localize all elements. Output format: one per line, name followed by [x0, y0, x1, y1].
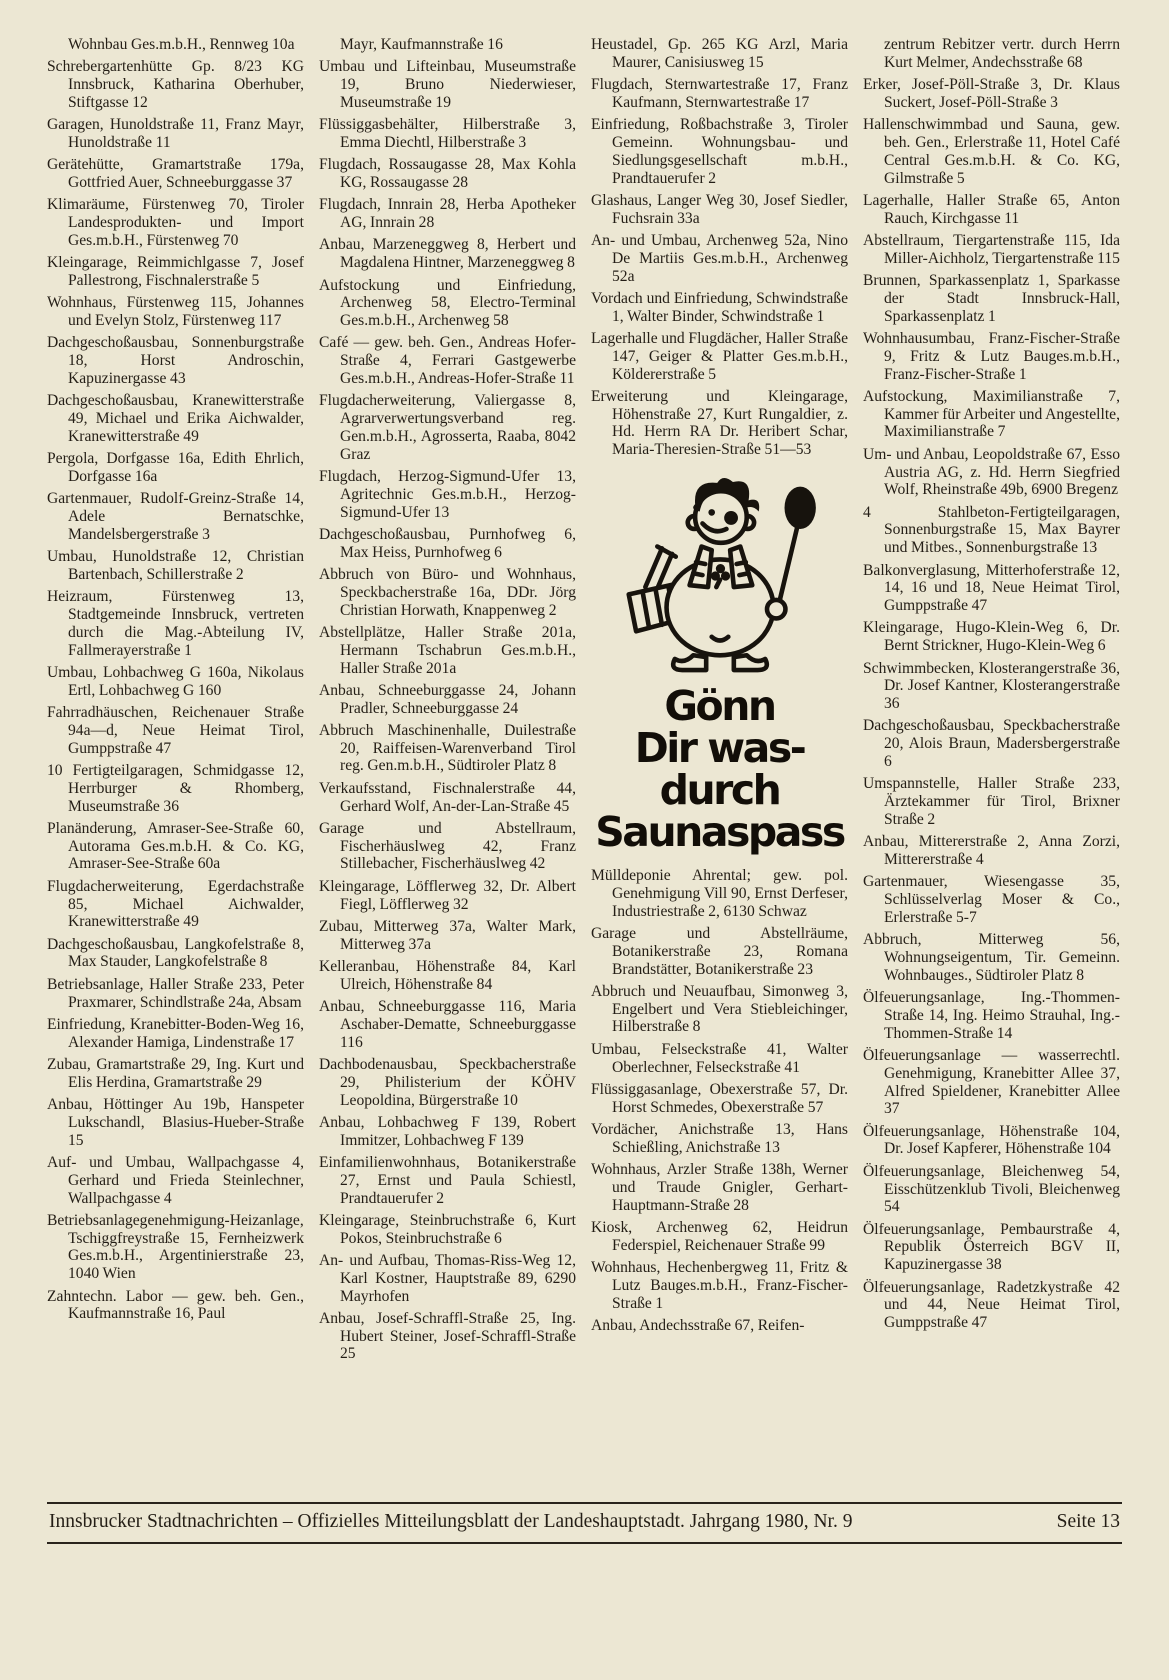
- permit-entry: Garage und Abstellräume, Botanikerstraße 23, Romana Brandstätter, Botanikerstraße 23: [591, 924, 848, 978]
- permit-entry: Abstellplätze, Haller Straße 201a, Hermann Tschabrun Ges.m.b.H., Haller Straße 201a: [319, 623, 576, 677]
- permit-entry: Dachgeschoßausbau, Sonnenburgstraße 18, Horst Androschin, Kapuzinergasse 43: [47, 334, 304, 388]
- permit-entry: Zubau, Gramartstraße 29, Ing. Kurt und Elis Herdina, Gramartstraße 29: [47, 1055, 304, 1091]
- ad-headline-line: Gönn: [664, 682, 775, 731]
- permit-entry: Flüssiggasbehälter, Hilberstraße 3, Emma Diechtl, Hilberstraße 3: [319, 116, 576, 151]
- permit-entry: Aufstockung und Einfriedung, Archenweg 58, Electro-Terminal Ges.m.b.H., Archenweg 58: [319, 276, 576, 330]
- permit-entry: Klimaräume, Fürstenweg 70, Tiroler Landesprodukten- und Import Ges.m.b.H., Fürstenweg 70: [47, 196, 304, 249]
- permit-entry: Einfriedung, Roßbachstraße 3, Tiroler Gemeinn. Wohnungsbau- und Siedlungsgesellschaft m.b.H., Prandtauerufer 2: [591, 116, 848, 187]
- permit-entry: Ölfeuerungsanlage — wasserrechtl. Genehmigung, Kranebitter Allee 37, Alfred Spieldener, Kranebitter Allee 37: [863, 1046, 1120, 1118]
- permit-listing-columns: [47, 36, 1122, 1494]
- column-3-bottom-entries: [591, 867, 848, 1335]
- permit-entry: Umspannstelle, Haller Straße 233, Ärztekammer für Tirol, Brixner Straße 2: [863, 775, 1120, 828]
- permit-entry: Lagerhalle und Flugdächer, Haller Straße 147, Geiger & Platter Ges.m.b.H., Köldererstraße 5: [591, 329, 848, 383]
- permit-entry: Wohnhaus, Arzler Straße 138h, Werner und Traude Gnigler, Gerhart-Hauptmann-Straße 28: [591, 1160, 848, 1214]
- column-2: [319, 36, 576, 1494]
- permit-entry: Fahrradhäuschen, Reichenauer Straße 94a—d, Neue Heimat Tirol, Gumppstraße 47: [47, 704, 304, 757]
- footer-publication-info: Innsbrucker Stadtnachrichten – Offizielles Mitteilungsblatt der Landeshauptstadt. Jahrgang 1980, Nr. 9: [49, 1511, 853, 1532]
- permit-entry: Brunnen, Sparkassenplatz 1, Sparkasse der Stadt Innsbruck-Hall, Sparkassenplatz 1: [863, 272, 1120, 325]
- permit-entry: Abstellraum, Tiergartenstraße 115, Ida Miller-Aichholz, Tiergartenstraße 115: [863, 231, 1120, 267]
- permit-entry: Pergola, Dorfgasse 16a, Edith Ehrlich, Dorfgasse 16a: [47, 450, 304, 486]
- permit-entry: An- und Umbau, Archenweg 52a, Nino De Martiis Ges.m.b.H., Archenweg 52a: [591, 231, 848, 285]
- permit-entry: Auf- und Umbau, Wallpachgasse 4, Gerhard und Frieda Steinlechner, Wallpachgasse 4: [47, 1153, 304, 1207]
- permit-entry: Um- und Anbau, Leopoldstraße 67, Esso Austria AG, z. Hd. Herrn Siegfried Wolf, Rheinstraße 49b, 6900 Bregenz: [863, 445, 1120, 499]
- permit-entry: Wohnhausumbau, Franz-Fischer-Straße 9, Fritz & Lutz Bauges.m.b.H., Franz-Fischer-Straße 1: [863, 329, 1120, 383]
- permit-entry: Betriebsanlage, Haller Straße 233, Peter Praxmarer, Schindlstraße 24a, Absam: [47, 975, 304, 1011]
- permit-entry: Mayr, Kaufmannstraße 16: [340, 36, 503, 53]
- permit-entry: Gartenmauer, Rudolf-Greinz-Straße 14, Adele Bernatschke, Mandelsbergerstraße 3: [47, 490, 304, 543]
- permit-entry: An- und Aufbau, Thomas-Riss-Weg 12, Karl Kostner, Hauptstraße 89, 6290 Mayrhofen: [319, 1251, 576, 1305]
- permit-entry: zentrum Rebitzer vertr. durch Herrn Kurt Melmer, Andechsstraße 68: [884, 36, 1120, 71]
- ad-headline-line: durch: [659, 766, 780, 815]
- permit-entry: Einfriedung, Kranebitter-Boden-Weg 16, Alexander Hamiga, Lindenstraße 17: [47, 1015, 304, 1051]
- permit-entry: Anbau, Schneeburggasse 116, Maria Aschaber-Dematte, Schneeburggasse 116: [319, 998, 576, 1051]
- permit-entry: Ölfeuerungsanlage, Radetzkystraße 42 und 44, Neue Heimat Tirol, Gumppstraße 47: [863, 1278, 1120, 1332]
- permit-entry: Zahntechn. Labor — gew. beh. Gen., Kaufmannstraße 16, Paul: [47, 1287, 304, 1323]
- permit-entry: Glashaus, Langer Weg 30, Josef Siedler, Fuchsrain 33a: [591, 191, 848, 227]
- column-3-top-entries: [591, 36, 848, 459]
- permit-entry: Anbau, Josef-Schraffl-Straße 25, Ing. Hubert Steiner, Josef-Schraffl-Straße 25: [319, 1309, 576, 1363]
- permit-entry: Gerätehütte, Gramartstraße 179a, Gottfried Auer, Schneeburggasse 37: [47, 156, 304, 192]
- permit-entry: Umbau, Lohbachweg G 160a, Nikolaus Ertl, Lohbachweg G 160: [47, 664, 304, 699]
- column-1: [47, 36, 304, 1494]
- permit-entry: Erker, Josef-Pöll-Straße 3, Dr. Klaus Suckert, Josef-Pöll-Straße 3: [863, 76, 1120, 111]
- permit-entry: 10 Fertigteilgaragen, Schmidgasse 12, Herrburger & Rhomberg, Museumstraße 36: [47, 761, 304, 815]
- permit-entry: Kleingarage, Steinbruchstraße 6, Kurt Pokos, Steinbruchstraße 6: [319, 1211, 576, 1247]
- permit-entry: Anbau, Marzeneggweg 8, Herbert und Magdalena Hintner, Marzeneggweg 8: [319, 236, 576, 272]
- permit-entry: Hallenschwimmbad und Sauna, gew. beh. Gen., Erlerstraße 11, Hotel Café Central Ges.m.b.H. & Co. KG, Gilmstraße 5: [863, 116, 1120, 187]
- column-4: [863, 36, 1120, 1494]
- permit-entry: Verkaufsstand, Fischnalerstraße 44, Gerhard Wolf, An-der-Lan-Straße 45: [319, 779, 576, 815]
- permit-entry: Anbau, Höttinger Au 19b, Hanspeter Lukschandl, Blasius-Hueber-Straße 15: [47, 1096, 304, 1149]
- permit-entry: Kiosk, Archenweg 62, Heidrun Federspiel, Reichenauer Straße 99: [591, 1218, 848, 1254]
- permit-entry: Kleingarage, Hugo-Klein-Weg 6, Dr. Bernt Strickner, Hugo-Klein-Weg 6: [863, 619, 1120, 655]
- permit-entry: Anbau, Andechsstraße 67, Reifen-: [591, 1316, 805, 1334]
- permit-entry: Flugdach, Herzog-Sigmund-Ufer 13, Agritechnic Ges.m.b.H., Herzog-Sigmund-Ufer 13: [319, 468, 576, 521]
- sauna-mascot-illustration: [614, 469, 826, 683]
- footer-page-number: Seite 13: [1056, 1511, 1120, 1532]
- permit-entry: Dachgeschoßausbau, Langkofelstraße 8, Max Stauder, Langkofelstraße 8: [47, 935, 304, 971]
- permit-entry: Zubau, Mitterweg 37a, Walter Mark, Mitterweg 37a: [319, 917, 576, 953]
- permit-entry: Dachbodenausbau, Speckbacherstraße 29, Philisterium der KÖHV Leopoldina, Bürgerstraße 10: [319, 1055, 576, 1109]
- permit-entry: Café — gew. beh. Gen., Andreas Hofer-Straße 4, Ferrari Gastgewerbe Ges.m.b.H., Andreas-Hofer-Straße 11: [319, 334, 576, 388]
- sauna-advertisement: [591, 469, 848, 857]
- permit-entry: Wohnbau Ges.m.b.H., Rennweg 10a: [68, 36, 295, 53]
- permit-entry: Aufstockung, Maximilianstraße 7, Kammer für Arbeiter und Angestellte, Maximilianstraße 7: [863, 387, 1120, 441]
- permit-entry: Ölfeuerungsanlage, Höhenstraße 104, Dr. Josef Kapferer, Höhenstraße 104: [863, 1122, 1120, 1158]
- permit-entry: Flüssiggasanlage, Obexerstraße 57, Dr. Horst Schmedes, Obexerstraße 57: [591, 1080, 848, 1116]
- permit-entry: Betriebsanlagegenehmigung-Heizanlage, Tschiggfreystraße 15, Fernheizwerk Ges.m.b.H., Argentinierstraße 23, 1040 Wien: [47, 1211, 304, 1283]
- permit-entry: Dachgeschoßausbau, Purnhofweg 6, Max Heiss, Purnhofweg 6: [319, 525, 576, 561]
- permit-entry: Umbau, Felseckstraße 41, Walter Oberlechner, Felseckstraße 41: [591, 1040, 848, 1076]
- permit-entry: Einfamilienwohnhaus, Botanikerstraße 27, Ernst und Paula Schiestl, Prandtauerufer 2: [319, 1153, 576, 1207]
- permit-entry: Abbruch von Büro- und Wohnhaus, Speckbacherstraße 16a, DDr. Jörg Christian Horwath, Knappenweg 2: [319, 566, 576, 619]
- permit-entry: 4 Stahlbeton-Fertigteilgaragen, Sonnenburgstraße 15, Max Bayrer und Mitbes., Sonnenburgstraße 13: [863, 503, 1120, 557]
- permit-entry: Flugdacherweiterung, Valiergasse 8, Agrarverwertungsverband reg. Gen.m.b.H., Agrosserta, Raaba, 8042 Graz: [319, 392, 576, 463]
- permit-entry: Kelleranbau, Höhenstraße 84, Karl Ulreich, Höhenstraße 84: [319, 957, 576, 993]
- permit-entry: Wohnhaus, Fürstenweg 115, Johannes und Evelyn Stolz, Fürstenweg 117: [47, 294, 304, 330]
- permit-entry: Dachgeschoßausbau, Speckbacherstraße 20, Alois Braun, Madersbergerstraße 6: [863, 717, 1120, 770]
- permit-entry: Garage und Abstellraum, Fischerhäuslweg 42, Franz Stillebacher, Fischerhäuslweg 42: [319, 819, 576, 873]
- permit-entry: Balkonverglasung, Mitterhoferstraße 12, 14, 16 und 18, Neue Heimat Tirol, Gumppstraße 47: [863, 561, 1120, 615]
- permit-entry: Flugdach, Rossaugasse 28, Max Kohla KG, Rossaugasse 28: [319, 156, 576, 192]
- permit-entry: Kleingarage, Reimmichlgasse 7, Josef Pallestrong, Fischnalerstraße 5: [47, 254, 304, 290]
- permit-entry: Vordach und Einfriedung, Schwindstraße 1, Walter Binder, Schwindstraße 1: [591, 289, 848, 325]
- column-3: [591, 36, 848, 1494]
- permit-entry: Ölfeuerungsanlage, Ing.-Thommen-Straße 14, Ing. Heimo Strauhal, Ing.-Thommen-Straße 14: [863, 989, 1120, 1042]
- permit-entry: Ölfeuerungsanlage, Bleichenweg 54, Eisschützenklub Tivoli, Bleichenweg 54: [863, 1162, 1120, 1216]
- ad-headline: [591, 682, 848, 857]
- permit-entry: Gartenmauer, Wiesengasse 35, Schlüsselverlag Moser & Co., Erlerstraße 5-7: [863, 873, 1120, 926]
- permit-entry: Wohnhaus, Hechenbergweg 11, Fritz & Lutz Bauges.m.b.H., Franz-Fischer-Straße 1: [591, 1258, 848, 1312]
- permit-entry: Garagen, Hunoldstraße 11, Franz Mayr, Hunoldstraße 11: [47, 116, 304, 151]
- ad-headline-line: Dir was-: [634, 724, 805, 773]
- permit-entry: Abbruch und Neuaufbau, Simonweg 3, Engelbert und Vera Stiebleichinger, Hilberstraße 8: [591, 982, 848, 1036]
- permit-entry: Schrebergartenhütte Gp. 8/23 KG Innsbruck, Katharina Oberhuber, Stiftgasse 12: [47, 58, 304, 111]
- permit-entry: Umbau und Lifteinbau, Museumstraße 19, Bruno Niederwieser, Museumstraße 19: [319, 58, 576, 111]
- permit-entry: Lagerhalle, Haller Straße 65, Anton Rauch, Kirchgasse 11: [863, 191, 1120, 227]
- permit-entry: Anbau, Mittererstraße 2, Anna Zorzi, Mittererstraße 4: [863, 833, 1120, 868]
- permit-entry: Abbruch, Mitterweg 56, Wohnungseigentum, Tir. Gemeinn. Wohnbauges., Südtiroler Platz 8: [863, 931, 1120, 984]
- permit-entry: Dachgeschoßausbau, Kranewitterstraße 49, Michael und Erika Aichwalder, Kranewitterstraße 49: [47, 392, 304, 445]
- permit-entry: Schwimmbecken, Klosterangerstraße 36, Dr. Josef Kantner, Klosterangerstraße 36: [863, 659, 1120, 713]
- permit-entry: Flugdach, Sternwartestraße 17, Franz Kaufmann, Sternwartestraße 17: [591, 76, 848, 111]
- permit-entry: Anbau, Lohbachweg F 139, Robert Immitzer, Lohbachweg F 139: [319, 1113, 576, 1149]
- permit-entry: Flugdacherweiterung, Egerdachstraße 85, Michael Aichwalder, Kranewitterstraße 49: [47, 877, 304, 931]
- page-footer: [47, 1502, 1122, 1544]
- permit-entry: Flugdach, Innrain 28, Herba Apotheker AG, Innrain 28: [319, 196, 576, 232]
- permit-entry: Planänderung, Amraser-See-Straße 60, Autorama Ges.m.b.H. & Co. KG, Amraser-See-Straße 60a: [47, 819, 304, 873]
- permit-entry: Abbruch Maschinenhalle, Duilestraße 20, Raiffeisen-Warenverband Tirol reg. Gen.m.b.H., Südtiroler Platz 8: [319, 721, 576, 775]
- permit-entry: Erweiterung und Kleingarage, Höhenstraße 27, Kurt Rungaldier, z. Hd. Herrn RA Dr. Heribert Schar, Maria-Theresien-Straße 51—53: [591, 387, 848, 459]
- permit-entry: Heustadel, Gp. 265 KG Arzl, Maria Maurer, Canisiusweg 15: [591, 36, 848, 71]
- permit-entry: Anbau, Schneeburggasse 24, Johann Pradler, Schneeburggasse 24: [319, 681, 576, 717]
- ad-headline-line: Saunaspass: [595, 808, 844, 857]
- permit-entry: Mülldeponie Ahrental; gew. pol. Genehmigung Vill 90, Ernst Derfeser, Industriestraße 2, 6130 Schwaz: [591, 867, 848, 920]
- permit-entry: Vordächer, Anichstraße 13, Hans Schießling, Anichstraße 13: [591, 1120, 848, 1156]
- permit-entry: Kleingarage, Löfflerweg 32, Dr. Albert Fiegl, Löfflerweg 32: [319, 877, 576, 913]
- permit-entry: Ölfeuerungsanlage, Pembaurstraße 4, Republik Österreich BGV II, Kapuzinergasse 38: [863, 1220, 1120, 1274]
- permit-entry: Umbau, Hunoldstraße 12, Christian Bartenbach, Schillerstraße 2: [47, 548, 304, 584]
- permit-entry: Heizraum, Fürstenweg 13, Stadtgemeinde Innsbruck, vertreten durch die Mag.-Abteilung IV, Fallmerayerstraße 1: [47, 588, 304, 659]
